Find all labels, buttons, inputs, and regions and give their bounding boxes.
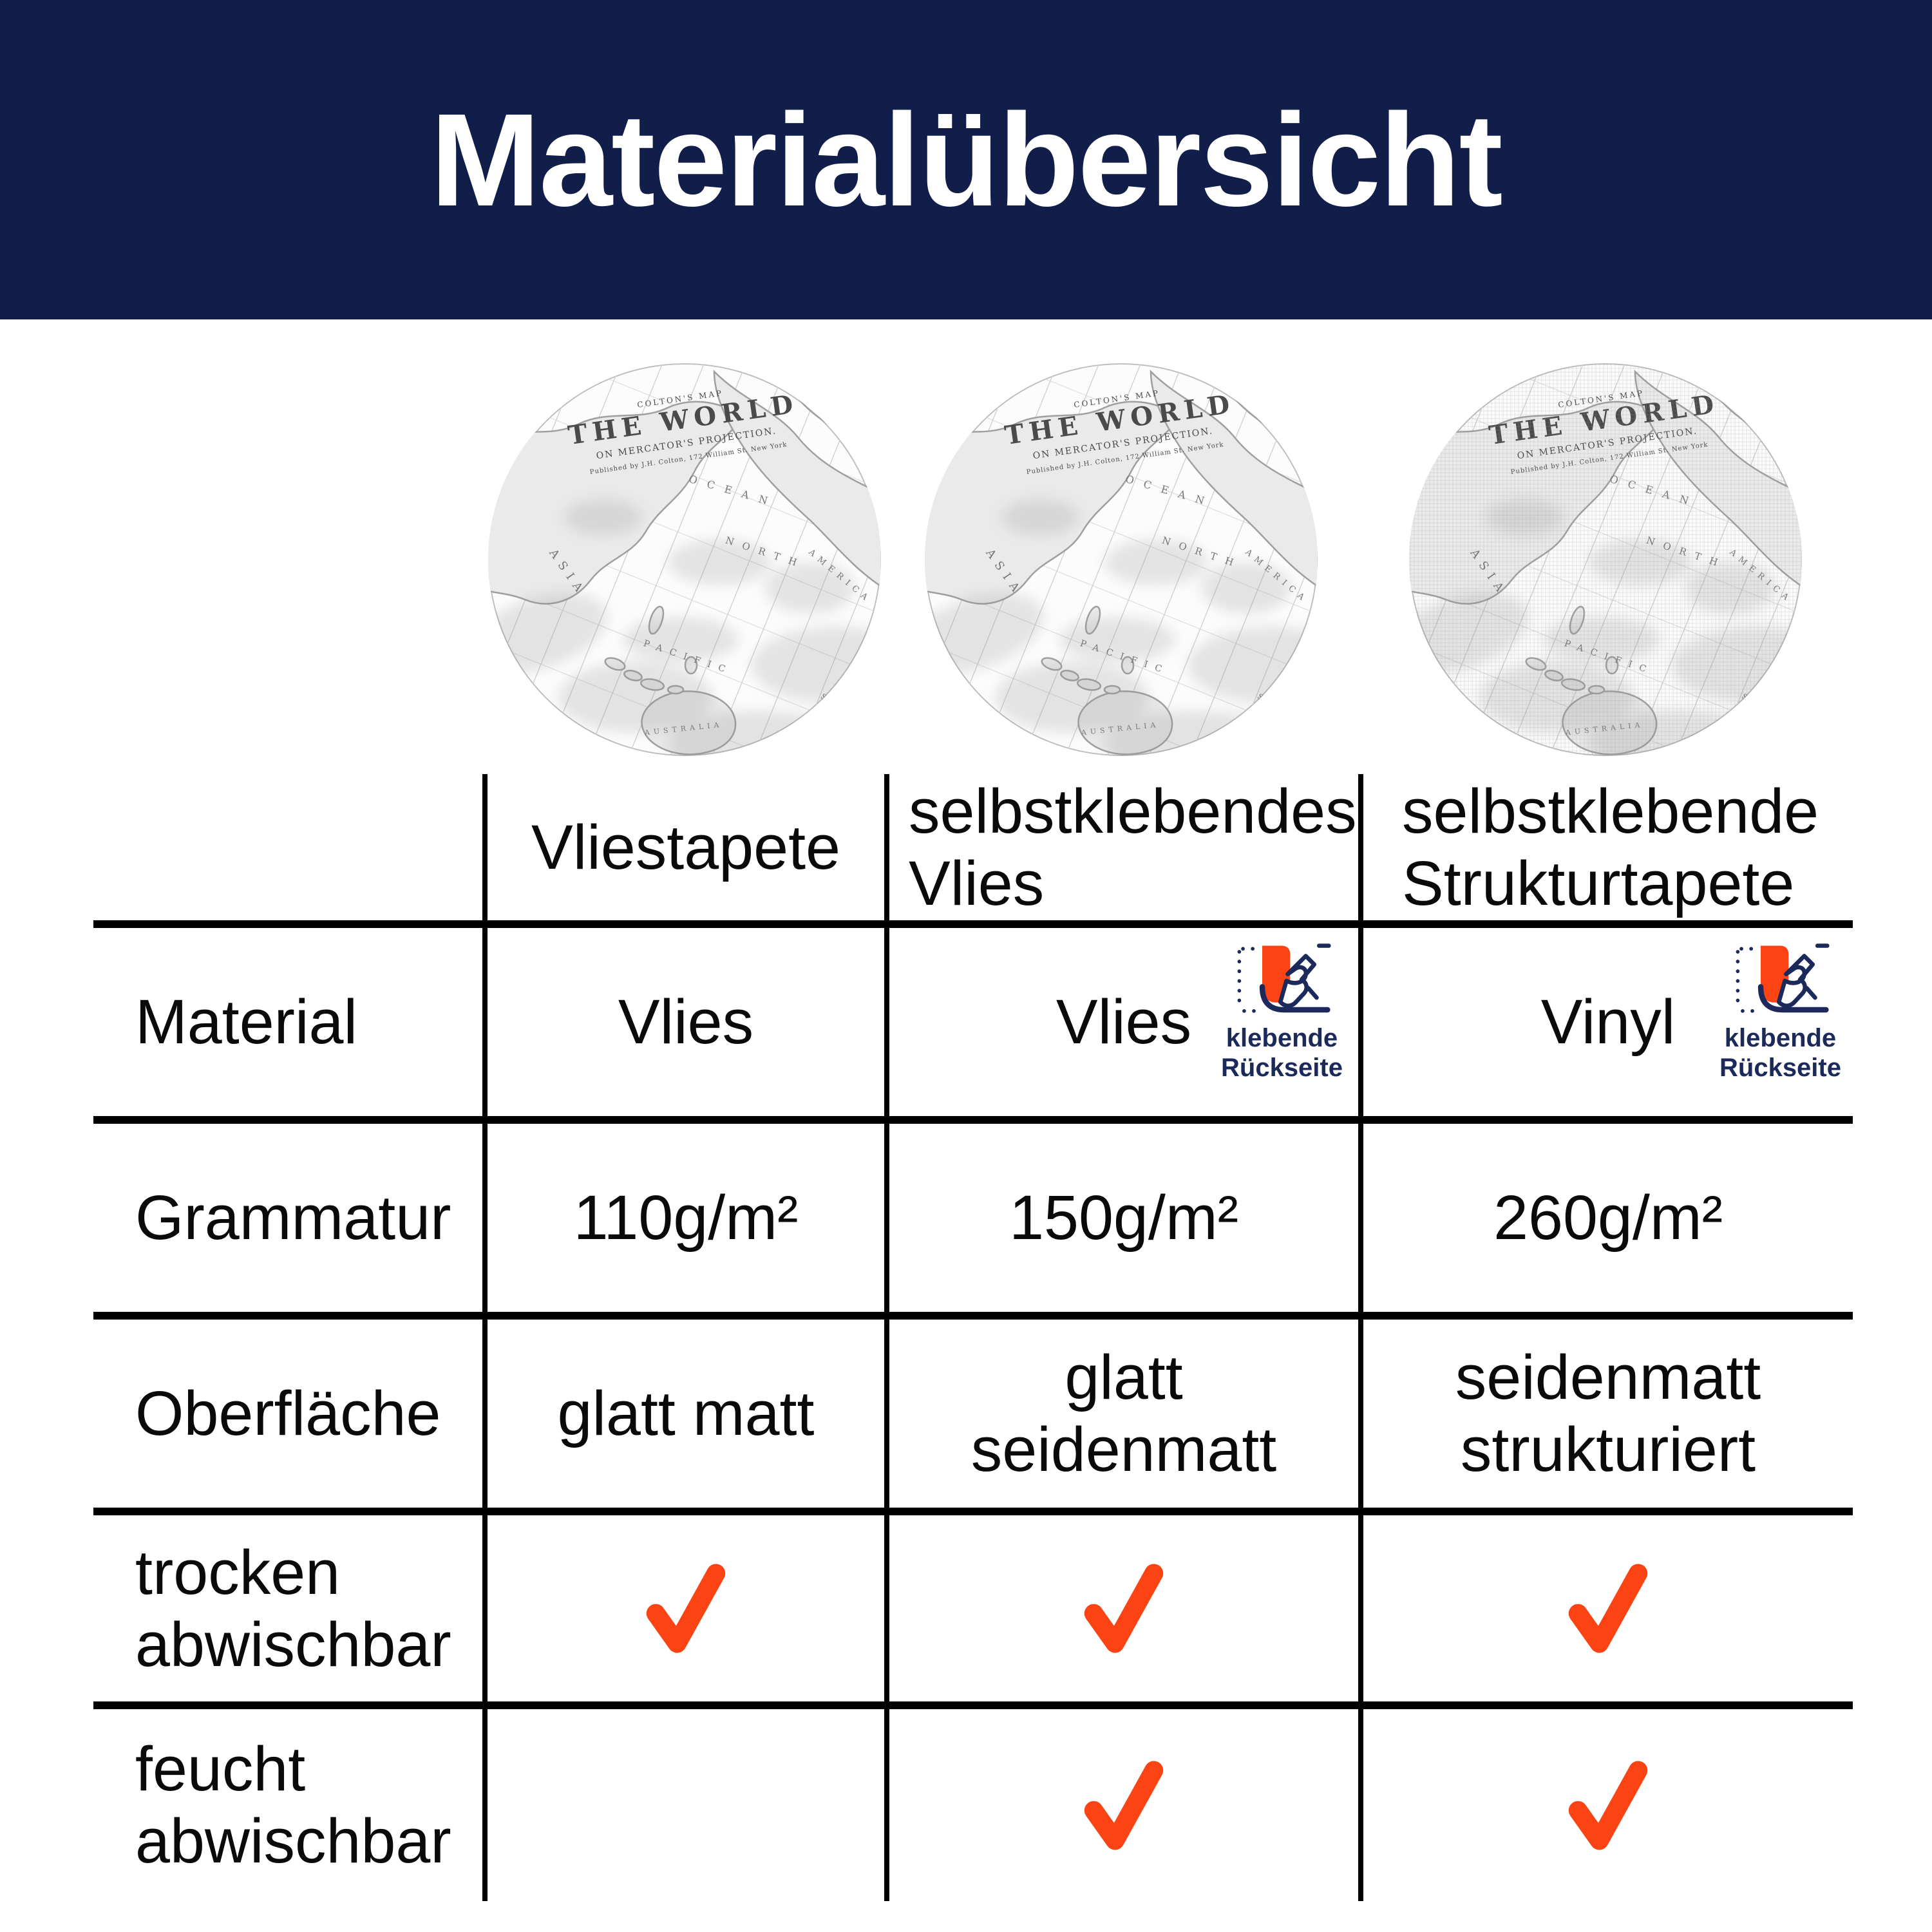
badge-caption-line: Rückseite — [1719, 1054, 1841, 1082]
column-header-row — [0, 774, 1932, 920]
oberflaeche-value: glatt matt — [557, 1378, 815, 1448]
row-label-text: Grammatur — [135, 1182, 451, 1253]
row-label-text: trocken — [135, 1537, 341, 1607]
adhesive-back-badge — [1714, 941, 1846, 1083]
badge-caption — [1719, 1023, 1841, 1083]
badge-caption-line: klebende — [1724, 1024, 1837, 1052]
oberflaeche-value: strukturiert — [1460, 1414, 1756, 1484]
row-label-oberflaeche — [93, 1320, 482, 1508]
cell-material-2 — [889, 928, 1358, 1116]
check-icon — [1563, 1752, 1653, 1859]
column-header-label: selbstklebendes — [909, 775, 1357, 846]
texture-overlay — [1408, 363, 1803, 757]
row-label-material — [93, 928, 482, 1116]
column-header-label: Vliestapete — [531, 811, 840, 882]
adhesive-back-badge — [1216, 941, 1348, 1083]
material-value: Vinyl — [1540, 987, 1676, 1057]
column-header-strukturtapete — [1363, 774, 1853, 920]
row-label-text: feucht — [135, 1734, 306, 1804]
header-band — [0, 0, 1932, 319]
table-hline — [93, 1116, 1853, 1124]
table-hline — [93, 920, 1853, 928]
peel-back-icon — [1729, 941, 1832, 1019]
page-title: Materialübersicht — [430, 86, 1502, 234]
row-label-grammatur — [93, 1124, 482, 1312]
column-header-selbstklebendes-vlies — [889, 774, 1358, 920]
cell-oberflaeche-1 — [488, 1320, 884, 1508]
badge-caption-line: Rückseite — [1221, 1054, 1343, 1082]
table-hline — [93, 1701, 1853, 1709]
row-material — [0, 928, 1932, 1116]
table-hline — [93, 1312, 1853, 1320]
cell-material-3 — [1363, 928, 1853, 1116]
column-header-label: selbstklebende — [1402, 775, 1819, 846]
row-label-text: Oberfläche — [135, 1378, 441, 1448]
sample-image-selbstklebendes-vlies — [924, 363, 1318, 757]
column-header-label: Vlies — [909, 848, 1045, 918]
oberflaeche-value: seidenmatt — [971, 1414, 1277, 1484]
column-header-label: Strukturtapete — [1402, 848, 1795, 918]
cell-oberflaeche-2 — [889, 1320, 1358, 1508]
column-header-vliestapete — [488, 774, 884, 920]
grammatur-value: 260g/m² — [1493, 1182, 1723, 1253]
sample-image-vliestapete — [488, 363, 882, 757]
grammatur-value: 150g/m² — [1009, 1182, 1238, 1253]
row-label-feucht — [93, 1709, 482, 1901]
row-label-trocken — [93, 1515, 482, 1701]
peel-back-icon — [1231, 941, 1334, 1019]
row-label-text: abwischbar — [135, 1609, 451, 1680]
check-icon — [641, 1555, 731, 1662]
check-icon — [1079, 1555, 1169, 1662]
material-value: Vlies — [1056, 987, 1192, 1057]
table-hline — [93, 1508, 1853, 1515]
sample-image-strukturtapete — [1408, 363, 1803, 757]
cell-oberflaeche-3 — [1363, 1320, 1853, 1508]
check-icon — [1079, 1752, 1169, 1859]
row-label-text: Material — [135, 987, 357, 1057]
oberflaeche-value: seidenmatt — [1455, 1342, 1761, 1412]
badge-caption — [1221, 1023, 1343, 1083]
cell-material-1 — [488, 928, 884, 1116]
row-label-text: abwischbar — [135, 1806, 451, 1876]
grammatur-value: 110g/m² — [573, 1182, 799, 1253]
oberflaeche-value: glatt — [1065, 1342, 1183, 1412]
row-oberflaeche — [0, 1320, 1932, 1508]
row-trocken-abwischbar — [0, 1515, 1932, 1701]
row-feucht-abwischbar — [0, 1709, 1932, 1901]
row-grammatur — [0, 1124, 1932, 1312]
badge-caption-line: klebende — [1226, 1024, 1338, 1052]
material-value: Vlies — [618, 987, 754, 1057]
check-icon — [1563, 1555, 1653, 1662]
